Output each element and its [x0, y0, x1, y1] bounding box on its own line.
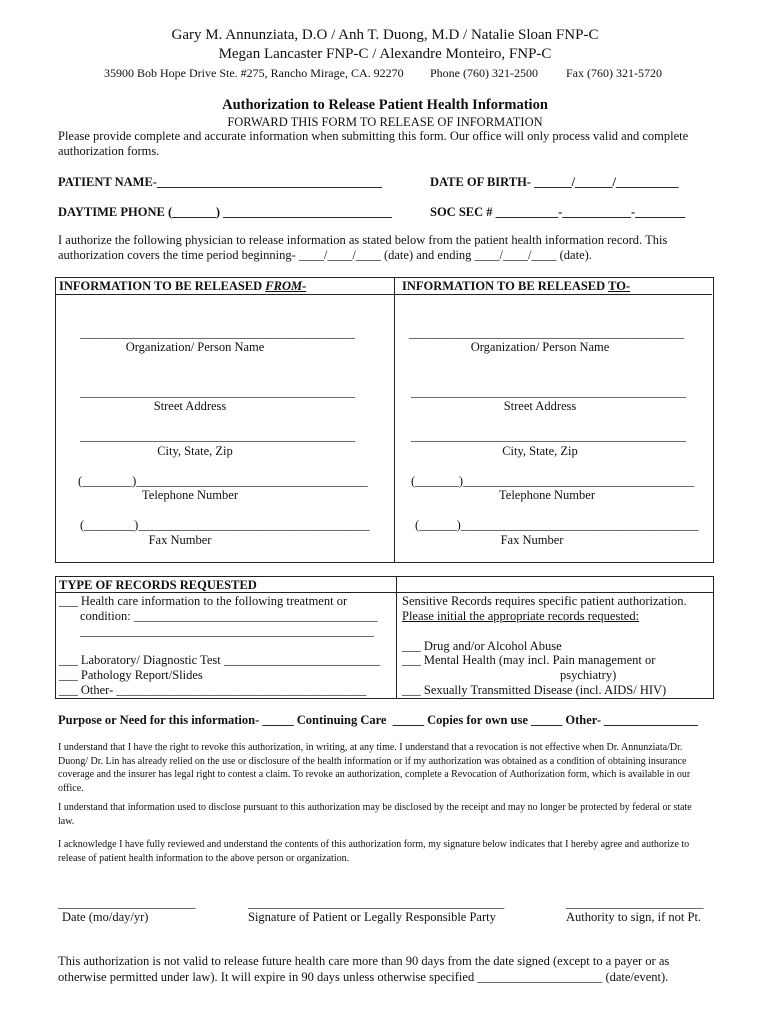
from-org-input[interactable]: ____________________________________________	[80, 326, 355, 340]
release-divider	[394, 277, 395, 562]
authorize-text: I authorize the following physician to release information as stated below from the patient health information record. This authorization covers the time period beginning- ____/____/____ (date) and ending ____/____/____ (date).	[58, 233, 668, 262]
to-phone-input[interactable]: (_______)_____________________________________	[411, 474, 695, 488]
from-city-label: City, State, Zip	[157, 444, 233, 458]
record-other-check[interactable]: ___ Other- ________________________________________	[59, 683, 367, 697]
release-to-heading: INFORMATION TO BE RELEASED TO-	[402, 279, 631, 293]
record-condition-input[interactable]: condition: _______________________________________	[80, 609, 378, 623]
to-org-label: Organization/ Person Name	[470, 340, 610, 354]
acknowledge-text: I acknowledge I have fully reviewed and understand the contents of this authorization form, my signature below indicates that I hereby agree and authorize to release of patient health information to the above person or organization.	[58, 839, 690, 864]
office-phone: Phone (760) 321-2500	[430, 66, 538, 80]
patient-name-field[interactable]: PATIENT NAME-____________________________________	[58, 175, 382, 189]
to-city-label: City, State, Zip	[502, 444, 578, 458]
from-fax-label: Fax Number	[148, 533, 212, 547]
from-fax-input[interactable]: (________)_____________________________________	[80, 518, 370, 532]
signature-input[interactable]: _________________________________________	[248, 896, 505, 910]
record-drug-check[interactable]: ___ Drug and/or Alcohol Abuse	[402, 639, 562, 653]
record-treatment-check[interactable]: ___ Health care information to the following treatment or	[59, 594, 348, 608]
to-street-input[interactable]: ____________________________________________	[411, 385, 686, 399]
record-mental-check[interactable]: ___ Mental Health (may incl. Pain management or	[402, 653, 656, 667]
records-divider	[396, 576, 397, 698]
expiration-note: This authorization is not valid to release future health care more than 90 days from the date signed (except to a payer or as otherwise permitted under law). It will expire in 90 days unless otherwise specified ____________________ (date/event).	[58, 954, 670, 984]
provider-names: Gary M. Annunziata, D.O / Anh T. Duong, M.D / Natalie Sloan FNP-C	[171, 27, 599, 43]
purpose-line[interactable]: Purpose or Need for this information- _____ Continuing Care _____ Copies for own use _____ Other- _______________	[58, 713, 698, 727]
from-header-rule	[55, 294, 394, 295]
revocation-text: I understand that I have the right to revoke this authorization, in writing, at any time. I understand that a revocation is not effective when Dr. Annunziata/Dr. Duong/ Dr. Lin has already relied on the use or disclosure of the health information or if my authorization was obtained as a condition of obtaining insurance coverage and the insurer has legal right to contest a claim. To revoke an authorization, complete a Revocation of Authorization form, which is available in our office.	[58, 742, 691, 794]
instructions: Please provide complete and accurate information when submitting this form. Our office will only process valid and complete authorization forms.	[58, 129, 689, 158]
from-phone-input[interactable]: (________)_____________________________________	[78, 474, 368, 488]
date-signed-label: Date (mo/day/yr)	[62, 910, 149, 924]
to-street-label: Street Address	[503, 399, 577, 413]
sensitive-note: Sensitive Records requires specific patient authorization.	[402, 594, 687, 608]
daytime-phone-field[interactable]: DAYTIME PHONE (_______) ___________________________	[58, 205, 392, 219]
record-mental-note: psychiatry)	[560, 668, 617, 682]
provider-names-2: Megan Lancaster FNP-C / Alexandre Monteiro, FNP-C	[218, 46, 552, 62]
office-address: 35900 Bob Hope Drive Ste. #275, Rancho Mirage, CA. 92270	[104, 66, 404, 80]
office-fax: Fax (760) 321-5720	[566, 66, 662, 80]
authority-label: Authority to sign, if not Pt.	[566, 910, 702, 924]
signature-label: Signature of Patient or Legally Responsible Party	[248, 910, 496, 924]
dob-field[interactable]: DATE OF BIRTH- ______/______/__________	[430, 175, 679, 189]
record-condition-input-2[interactable]: _______________________________________________	[80, 624, 374, 638]
from-city-input[interactable]: ____________________________________________	[80, 429, 355, 443]
record-lab-check[interactable]: ___ Laboratory/ Diagnostic Test _________________________	[59, 653, 381, 667]
to-fax-input[interactable]: (______)______________________________________	[415, 518, 699, 532]
records-heading: TYPE OF RECORDS REQUESTED	[59, 578, 257, 592]
authority-input[interactable]: ______________________	[566, 896, 704, 910]
from-street-input[interactable]: ____________________________________________	[80, 385, 355, 399]
from-phone-label: Telephone Number	[142, 488, 238, 502]
date-signed-input[interactable]: ______________________	[58, 896, 196, 910]
from-org-label: Organization/ Person Name	[125, 340, 265, 354]
from-street-label: Street Address	[153, 399, 227, 413]
to-header-rule	[394, 294, 712, 295]
to-fax-label: Fax Number	[500, 533, 564, 547]
disclosure-text: I understand that information used to disclose pursuant to this authorization may be disclosed by the receipt and may no longer be protected by federal or state law.	[58, 802, 692, 827]
form-title: Authorization to Release Patient Health Information	[222, 97, 548, 113]
to-org-input[interactable]: ____________________________________________	[409, 326, 684, 340]
form-subtitle: FORWARD THIS FORM TO RELEASE OF INFORMATION	[227, 115, 543, 129]
record-std-check[interactable]: ___ Sexually Transmitted Disease (incl. AIDS/ HIV)	[402, 683, 667, 697]
release-from-heading: INFORMATION TO BE RELEASED FROM-	[59, 279, 307, 293]
ssn-field[interactable]: SOC SEC # __________-___________-________	[430, 205, 686, 219]
record-pathology-check[interactable]: ___ Pathology Report/Slides	[59, 668, 203, 682]
to-city-input[interactable]: ____________________________________________	[411, 429, 686, 443]
to-phone-label: Telephone Number	[499, 488, 595, 502]
sensitive-instruction: Please initial the appropriate records requested:	[402, 609, 640, 623]
